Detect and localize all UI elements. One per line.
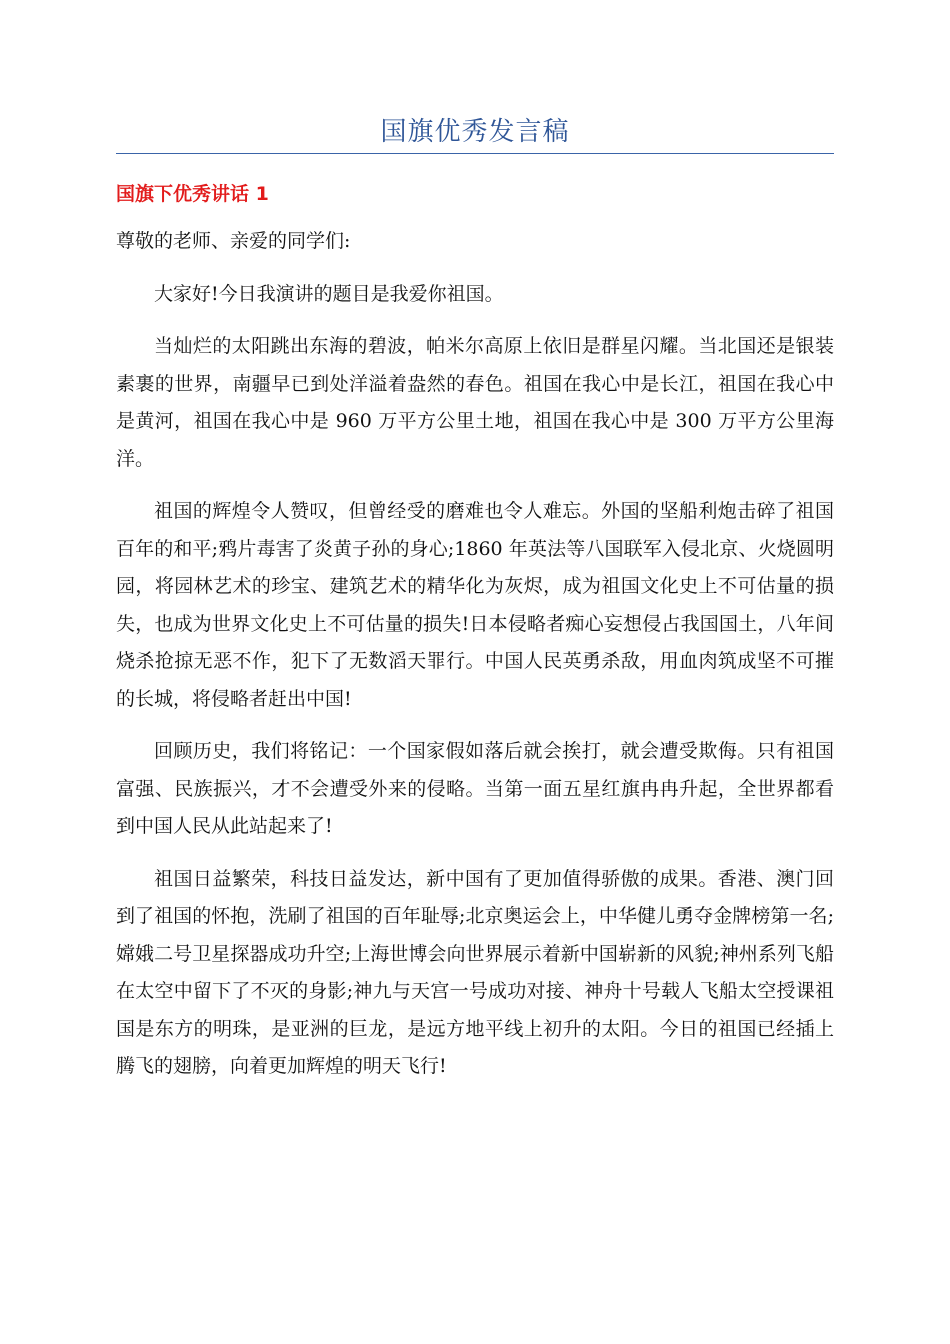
paragraph-greeting: 大家好!今日我演讲的题目是我爱你祖国。 bbox=[154, 282, 504, 305]
salutation: 尊敬的老师、亲爱的同学们: bbox=[116, 230, 351, 252]
paragraph-motherland: 当灿烂的太阳跳出东海的碧波，帕米尔高原上依旧是群星闪耀。当北国还是银装素裹的世界，南疆早已到处洋溢着盎然的春色。祖国在我心中是长江，祖国在我心中是黄河，祖国在我心中是 960 万平方公里土地，祖国在我心中是 300 万平方公里海洋。 bbox=[116, 335, 834, 470]
document-body bbox=[116, 223, 834, 1101]
paragraph-remember: 回顾历史，我们将铭记：一个国家假如落后就会挨打，就会遭受欺侮。只有祖国富强、民族振兴，才不会遭受外来的侵略。当第一面五星红旗冉冉升起，全世界都看到中国人民从此站起来了! bbox=[116, 740, 834, 837]
title-divider bbox=[116, 153, 834, 154]
document-title: 国旗优秀发言稿 bbox=[380, 117, 570, 147]
section-heading: 国旗下优秀讲话 1 bbox=[116, 183, 269, 205]
paragraph-history: 祖国的辉煌令人赞叹，但曾经受的磨难也令人难忘。外国的坚船利炮击碎了祖国百年的和平;鸦片毒害了炎黄子孙的身心;1860 年英法等八国联军入侵北京、火烧圆明园，将园林艺术的珍宝、建筑艺术的精华化为灰烬，成为祖国文化史上不可估量的损失，也成为世界文化史上不可估量的损失!日本侵略者痴心妄想侵占我国国土，八年间烧杀抢掠无恶不作，犯下了无数滔天罪行。中国人民英勇杀敌，用血肉筑成坚不可摧的长城，将侵略者赶出中国! bbox=[116, 500, 834, 710]
paragraph-prosperity: 祖国日益繁荣，科技日益发达，新中国有了更加值得骄傲的成果。香港、澳门回到了祖国的怀抱，洗刷了祖国的百年耻辱;北京奥运会上，中华健儿勇夺金牌榜第一名;嫦娥二号卫星探器成功升空;上海世博会向世界展示着新中国崭新的风貌;神州系列飞船在太空中留下了不灭的身影;神九与天宫一号成功对接、神舟十号载人飞船太空授课祖国是东方的明珠，是亚洲的巨龙，是远方地平线上初升的太阳。今日的祖国已经插上腾飞的翅膀，向着更加辉煌的明天飞行! bbox=[116, 867, 834, 1077]
